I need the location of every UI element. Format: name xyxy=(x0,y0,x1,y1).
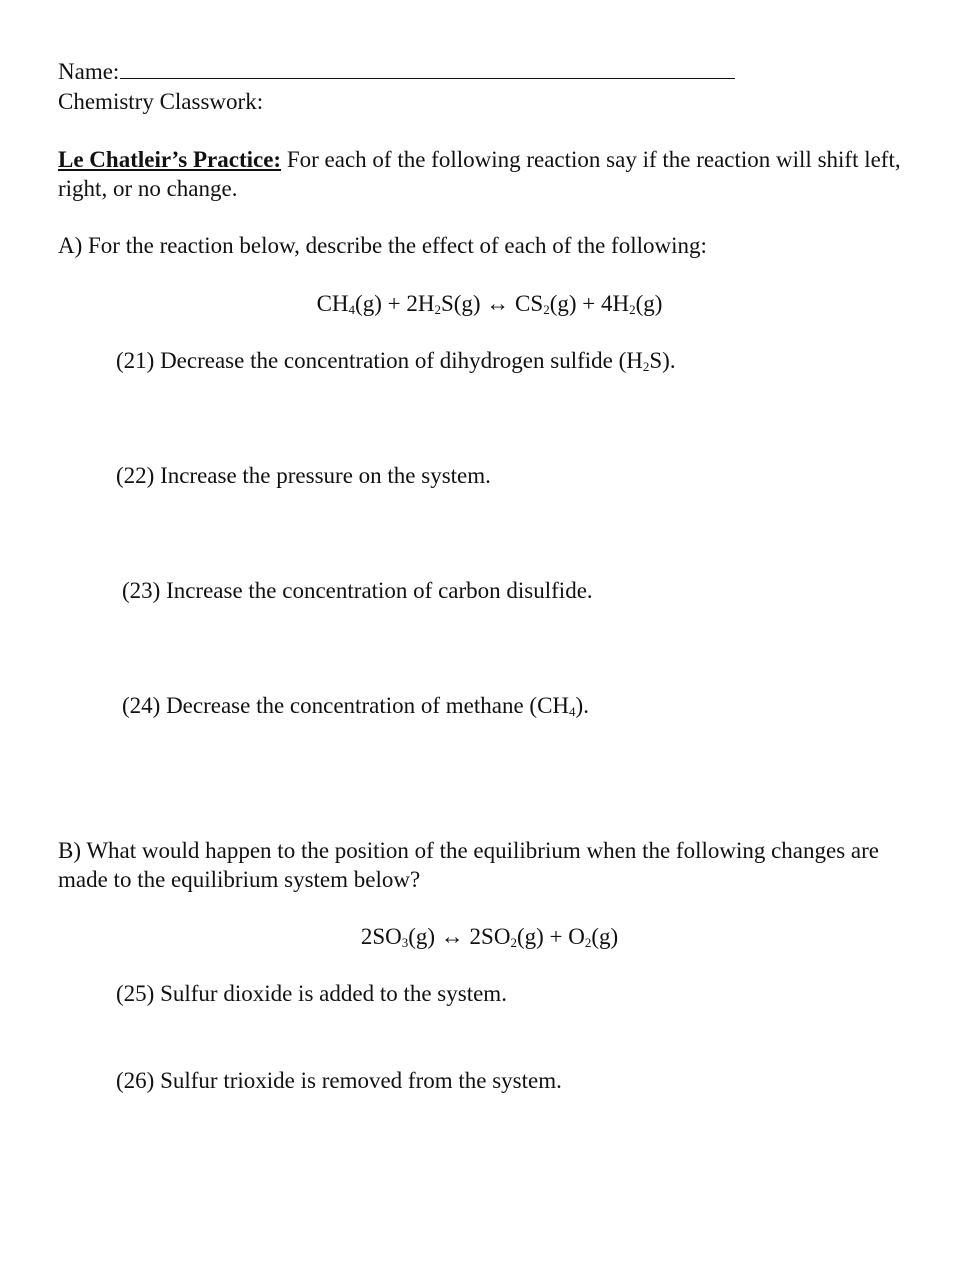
intro-text: For each of the following reaction say if the reaction will shift left, right, or no change. xyxy=(58,147,901,201)
eq-text: (g) xyxy=(635,291,663,316)
eq-subscript: 2 xyxy=(629,302,636,317)
section-b-heading: B) What would happen to the position of the equilibrium when the following changes are made to the equilibrium system below? xyxy=(58,838,880,892)
question-subscript: 2 xyxy=(642,359,650,374)
eq-subscript: 2 xyxy=(510,935,517,950)
eq-text: (g) + 4H xyxy=(549,291,630,316)
eq-text: S(g) ↔ CS xyxy=(440,291,544,316)
eq-text: (g) ↔ 2SO xyxy=(408,924,511,949)
question-subscript: 4 xyxy=(569,704,576,719)
section-a-equation xyxy=(0,290,979,319)
question-text: S). xyxy=(649,348,676,373)
eq-text: CH xyxy=(316,291,349,316)
question-text: ). xyxy=(575,693,589,718)
name-line xyxy=(58,58,735,87)
eq-subscript: 2 xyxy=(584,935,592,950)
question-23: (23) Increase the concentration of carbon disulfide. xyxy=(122,578,593,603)
intro-title: Le Chatleir’s Practice: xyxy=(58,147,282,172)
question-24 xyxy=(122,692,589,721)
question-26: (26) Sulfur trioxide is removed from the system. xyxy=(116,1068,562,1093)
eq-text: (g) xyxy=(591,924,619,949)
intro-paragraph xyxy=(58,145,928,203)
eq-text: (g) + O xyxy=(516,924,585,949)
eq-subscript: 3 xyxy=(401,935,409,950)
question-21 xyxy=(116,347,676,376)
question-text: (21) Decrease the concentration of dihydrogen sulfide (H xyxy=(116,348,643,373)
name-field[interactable] xyxy=(120,58,735,79)
eq-text: (g) + 2H xyxy=(355,291,435,316)
eq-subscript: 2 xyxy=(434,302,441,317)
question-25: (25) Sulfur dioxide is added to the system. xyxy=(116,981,507,1006)
eq-subscript: 2 xyxy=(543,302,550,317)
section-a-heading: A) For the reaction below, describe the effect of each of the following: xyxy=(58,233,707,258)
section-b-equation xyxy=(0,923,979,952)
eq-text: 2SO xyxy=(360,924,402,949)
name-label: Name: xyxy=(58,59,120,84)
question-text: (24) Decrease the concentration of methane (CH xyxy=(122,693,570,718)
question-22: (22) Increase the pressure on the system. xyxy=(116,463,491,488)
eq-subscript: 4 xyxy=(348,302,356,317)
class-label: Chemistry Classwork: xyxy=(58,89,264,114)
